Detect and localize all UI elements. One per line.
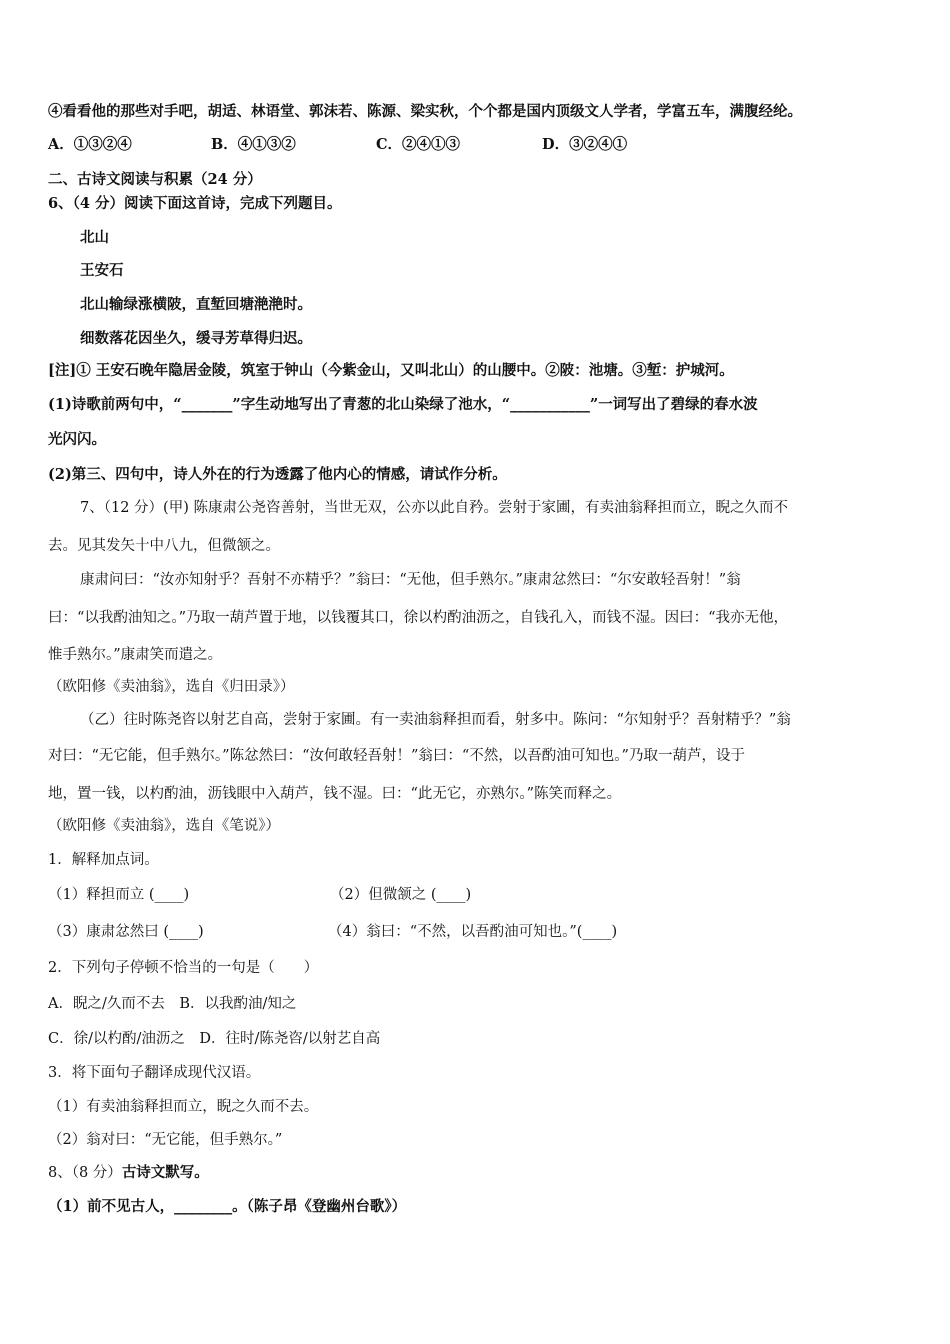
answer-option-a: A．①③②④ <box>48 136 132 153</box>
sub-question-1-2: （2）但微颔之 (____) <box>330 887 472 903</box>
section-heading: 二、古诗文阅读与积累（24 分） <box>48 171 262 188</box>
question-7-passage-a: 7、（12 分）(甲) 陈康肃公尧咨善射，当世无双，公亦以此自矜。尝射于家圃，有卖油翁释担而立，睨之久而不 <box>80 500 788 516</box>
question-8-task: 古诗文默写。 <box>121 1164 209 1181</box>
option-text-4: ④看看他的那些对手吧，胡适、林语堂、郭沫若、陈源、梁实秋，个个都是国内顶级文人学者，学富五车，满腹经纶。 <box>48 103 802 120</box>
question-6-2: (2)第三、四句中，诗人外在的行为透露了他内心的情感，请试作分析。 <box>48 466 507 483</box>
answer-option-d: D．③②④① <box>542 136 628 153</box>
question-8-number: 8、（8 分） <box>48 1165 122 1181</box>
question-6-1: (1)诗歌前两句中，“_______”字生动地写出了青葱的北山染绿了池水，“___________”一词写出了碧绿的春水波 <box>48 396 758 413</box>
sub-question-1-3: （3）康肃忿然曰 (____) <box>48 924 204 940</box>
sub-question-1: 1．解释加点词。 <box>48 852 159 868</box>
question-6-title: 6、（4 分）阅读下面这首诗，完成下列题目。 <box>48 195 342 212</box>
poem-note: [注]① 王安石晚年隐居金陵，筑室于钟山（今紫金山，又叫北山）的山腰中。②陂：池塘。③堑：护城河。 <box>48 362 734 379</box>
sub-question-3: 3．将下面句子翻译成现代汉语。 <box>48 1065 261 1081</box>
passage-a-line-4: 曰：“以我酌油知之。”乃取一葫芦置于地，以钱覆其口，徐以杓酌油沥之，自钱孔入，而钱不湿。因曰：“我亦无他， <box>48 610 788 626</box>
sub-question-3-1: （1）有卖油翁释担而立，睨之久而不去。 <box>48 1099 319 1115</box>
sub-question-3-2: （2）翁对曰：“无它能，但手熟尔。” <box>48 1132 283 1148</box>
sub-question-2-options-ab: A．睨之/久而不去 B．以我酌油/知之 <box>48 996 297 1012</box>
question-8-1: （1）前不见古人，________。（陈子昂《登幽州台歌》） <box>48 1198 407 1215</box>
answer-option-c: C．②④①③ <box>376 136 461 153</box>
question-6-1-cont: 光闪闪。 <box>48 431 106 448</box>
sub-question-1-1: （1）释担而立 (____) <box>48 887 190 903</box>
poem-line-1: 北山输绿涨横陂，直堑回塘滟滟时。 <box>80 296 312 313</box>
passage-b-line-2: 对曰：“无它能，但手熟尔。”陈忿然曰：“汝何敢轻吾射！”翁曰：“不然，以吾酌油可知也。”乃取一葫芦，设于 <box>48 748 745 764</box>
passage-a-line-5: 惟手熟尔。”康肃笑而遣之。 <box>48 647 223 663</box>
passage-a-line-3: 康肃问曰：“汝亦知射乎？吾射不亦精乎？”翁曰：“无他，但手熟尔。”康肃忿然曰：“尔安敢轻吾射！”翁 <box>80 572 741 588</box>
poem-author: 王安石 <box>80 262 124 279</box>
question-8-title <box>48 1163 209 1183</box>
sub-question-1-4: （4）翁曰：“不然，以吾酌油可知也。”(____) <box>328 924 618 940</box>
passage-a-line-2: 去。见其发矢十中八九，但微颔之。 <box>48 538 280 554</box>
passage-a-source: （欧阳修《卖油翁》，选自《归田录》） <box>48 679 295 695</box>
sub-question-2-options-cd: C．徐/以杓酌/油沥之 D．往时/陈尧咨/以射艺自高 <box>48 1031 381 1047</box>
sub-question-2: 2．下列句子停顿不恰当的一句是（ ） <box>48 960 319 976</box>
poem-line-2: 细数落花因坐久，缓寻芳草得归迟。 <box>80 330 312 347</box>
passage-b-line-3: 地，置一钱，以杓酌油，沥钱眼中入葫芦，钱不湿。曰：“此无它，亦熟尔。”陈笑而释之。 <box>48 786 622 802</box>
passage-b-line-1: （乙）往时陈尧咨以射艺自高，尝射于家圃。有一卖油翁释担而看，射多中。陈问：“尔知射乎？吾射精乎？”翁 <box>80 712 791 728</box>
passage-b-source: （欧阳修《卖油翁》，选自《笔说》） <box>48 818 280 834</box>
poem-title: 北山 <box>80 229 109 246</box>
answer-option-b: B．④①③② <box>211 136 296 153</box>
